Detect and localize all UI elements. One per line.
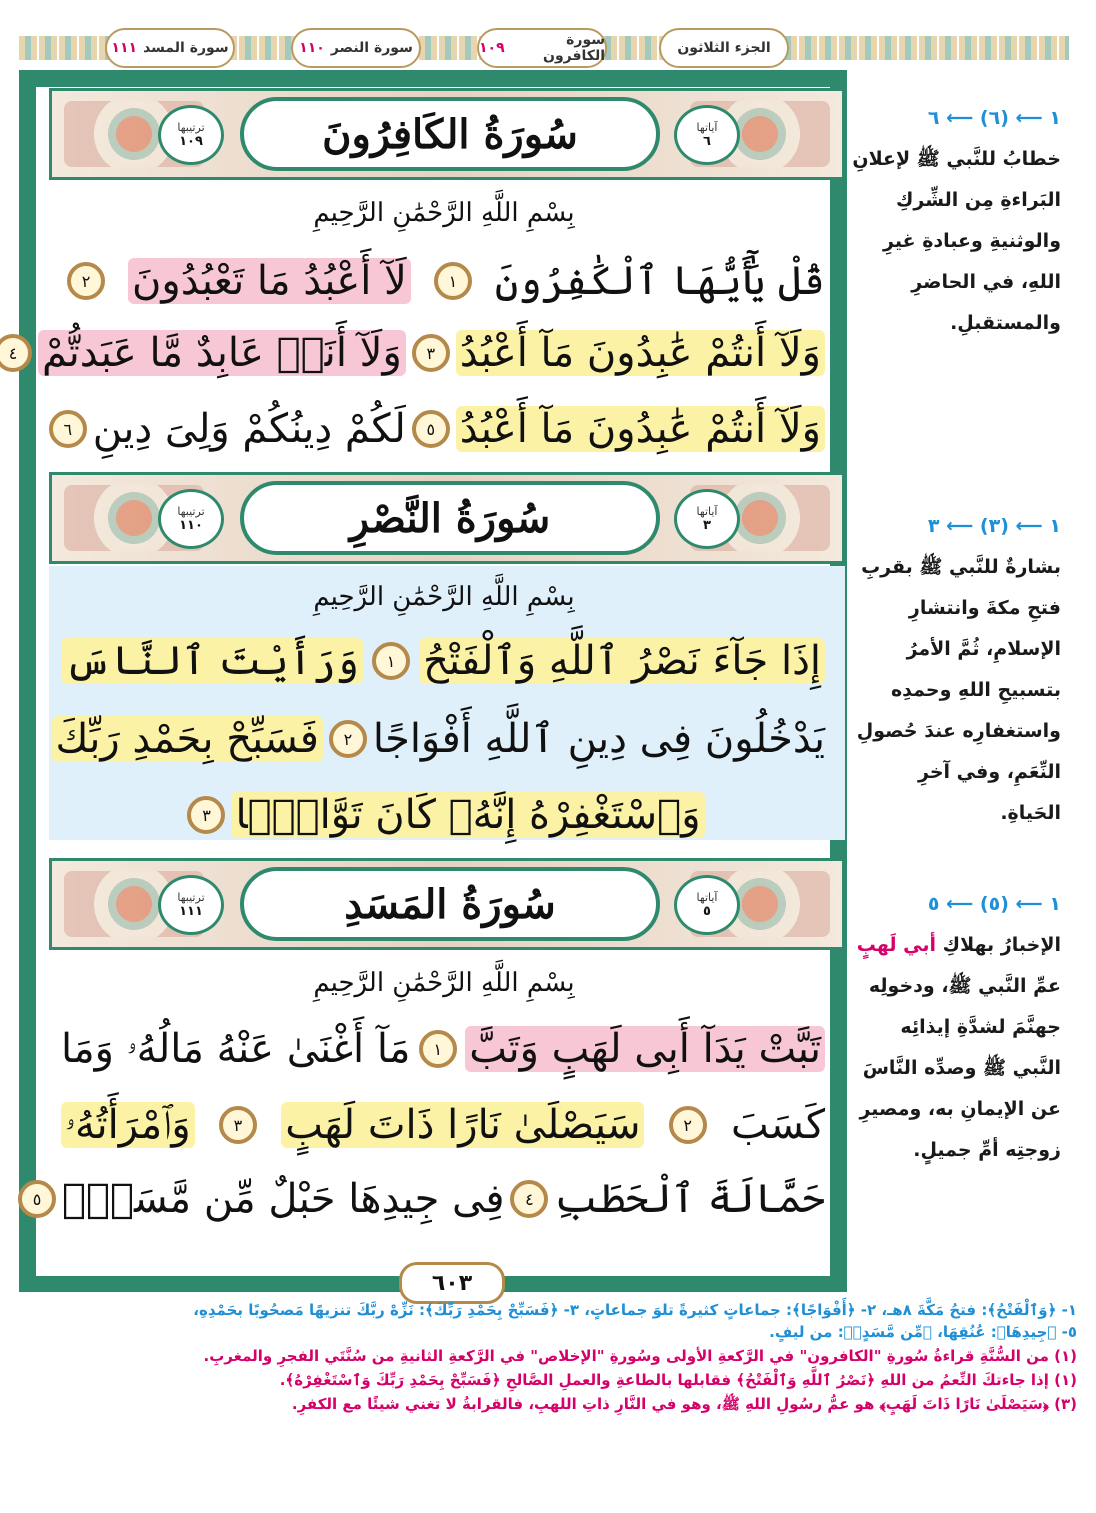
ayah-text: لَآ أَعْبُدُ مَا تَعْبُدُونَ [129,258,412,304]
ayah-text: وَٱسْتَغْفِرْهُ إِنَّهُۥ كَانَ تَوَّابًۢا [232,792,705,838]
ayah-number-marker: ٢ [670,1106,708,1144]
sidebar-note-nasr [852,506,1062,834]
ayah-text: لَكُمْ دِينُكُمْ وَلِىَ دِينِ [93,406,407,452]
ayah-range: ١ ⟵ (٣) ⟵ ٣ [928,515,1062,537]
basmala: بِسْمِ اللَّهِ الرَّحْمَٰنِ الرَّحِيمِ [314,582,576,612]
ayah-text: مَآ أَغْنَىٰ عَنْهُ مَالُهُۥ وَمَا [62,1026,412,1072]
header-surah-111: سورة المسد ١١١ [106,28,236,68]
ayah-number-marker: ٢ [68,262,106,300]
page-number: ٦٠٣ [400,1262,506,1304]
ayat-count-medal: آياتها ٦ [675,105,741,165]
ayah-number-marker: ٤ [511,1180,549,1218]
surah-banner-masad [50,858,846,950]
ayah-line [62,784,826,846]
surah-title: سُورَةُ المَسَدِ [345,880,557,928]
rank-medal: ترتيبها ١٠٩ [159,105,225,165]
footnote-note-2: (١) إذا جاءتكَ النِّعمُ من اللهِ ﴿نَصْرُ ٱللَّهِ وَٱلْفَتْحُ﴾ فقابلها بالطاعةِ والعملِ الصَّالحِ ﴿فَسَبِّحْ بِحَمْدِ رَبِّكَ وَٱسْتَغْفِرْهُ﴾. [280,1371,1078,1389]
ayah-line [62,250,826,312]
ayah-number-marker: ٥ [19,1180,57,1218]
footnote-note-3: (٣) ﴿سَيَصْلَىٰ نَارًا ذَاتَ لَهَبٍ﴾ هو عمُّ رسُولِ اللهِ ﷺ، وهو في النَّارِ ذاتِ اللهبِ، فالقرابةُ لا تغني شيئًا مع الكفرِ. [292,1395,1078,1413]
sidebar-note-kafirun [852,98,1062,344]
ayah-number-marker: ٢ [330,720,368,758]
ayah-number-marker: ٦ [50,410,88,448]
ayah-number-marker: ١ [420,1030,458,1068]
sidebar-note-text: خطابُ للنَّبي ﷺ لإعلانِ البَراءةِ مِن الشِّركِ والوثنيةِ وعبادةِ غيرِ اللهِ، في الحاضرِ والمستقبلِ. [853,148,1062,334]
ayah-text: وَلَآ أَنتُمْ عَٰبِدُونَ مَآ أَعْبُدُ [457,330,826,376]
surah-title: سُورَةُ النَّصْرِ [350,494,552,542]
ayah-text: تَبَّتْ يَدَآ أَبِى لَهَبٍ وَتَبَّ [466,1026,826,1072]
footnote-vocab-1: ١- ﴿وَٱلْفَتْحُ﴾: فتحُ مَكَّةَ ٨هـ، ٢- ﴿أَفْوَاجًا﴾: جماعاتٍ كثيرةً تلوَ جماعاتٍ، ٣- ﴿فَسَبِّحْ بِحَمْدِ رَبِّكَ﴾: نَزِّهْ ربَّكَ تنزيهًا مَصحُوبًا بحَمْدِهِ، [194,1301,1078,1319]
sidebar-note-masad [852,884,1062,1171]
ayah-text: يَدْخُلُونَ فِى دِينِ ٱللَّهِ أَفْوَاجًا [373,716,826,762]
ayah-number-marker: ٣ [188,796,226,834]
sidebar-highlight: أبي لَهبٍ [857,934,938,956]
ayah-number-marker: ٥ [413,410,451,448]
surah-title-plaque [241,481,661,555]
ayah-text: قُلْ يَٰٓأَيُّهَا ٱلْكَٰفِرُونَ [495,258,826,304]
ayah-line [62,1018,826,1080]
rank-medal: ترتيبها ١١٠ [159,489,225,549]
basmala: بِسْمِ اللَّهِ الرَّحْمَٰنِ الرَّحِيمِ [314,968,576,998]
ayah-text: كَسَبَ [731,1102,826,1148]
ayah-text: حَمَّالَةَ ٱلْحَطَبِ [555,1176,826,1222]
ayah-text: فِى جِيدِهَا حَبْلٌ مِّن مَّسَدٍۭ [62,1176,506,1222]
ayah-line [9,322,826,384]
ayah-number-marker: ١ [435,262,473,300]
ayat-count-medal: آياتها ٥ [675,875,741,935]
ayah-line [62,630,826,692]
ayah-line [33,1168,826,1230]
ayah-text: وَٱمْرَأَتُهُۥ [62,1102,196,1148]
ayah-line [62,398,826,460]
ayah-text: فَسَبِّحْ بِحَمْدِ رَبِّكَ [53,716,324,762]
ayat-count-medal: آياتها ٣ [675,489,741,549]
surah-title-plaque [241,97,661,171]
ayah-line [62,1094,826,1156]
footnote-note-1: (١) من السُّنَّةِ قراءةُ سُورةِ "الكافرون" في الرَّكعةِ الأولى وسُورةِ "الإخلاص" في الرَّكعةِ الثانيةِ من سُنَّتَي الفجرِ والمغربِ. [204,1347,1078,1365]
header-surah-109: سورة الكافرون ١٠٩ [478,28,608,68]
sidebar-note-text: بشارةٌ للنَّبي ﷺ بقربِ فتحِ مكةَ وانتشارِ الإسلامِ، ثُمَّ الأمرُ بتسبيحِ اللهِ وحمدِه واستغفارِه عندَ حُصولِ النِّعَمِ، وفي آخرِ الحَياةِ. [857,556,1062,824]
ayah-text: وَرَأَيْتَ ٱلنَّاسَ [62,638,364,684]
surah-title: سُورَةُ الكَافِرُونَ [323,110,579,158]
header-juz-label: الجزء الثلاثون [660,28,790,68]
ayah-number-marker: ٣ [413,334,451,372]
header-surah-110: سورة النصر ١١٠ [292,28,422,68]
ayah-text: سَيَصْلَىٰ نَارًا ذَاتَ لَهَبٍ [282,1102,645,1148]
ayah-number-marker: ٣ [220,1106,258,1144]
ayah-range: ١ ⟵ (٥) ⟵ ٥ [928,893,1062,915]
ayah-number-marker: ٤ [0,334,33,372]
ayah-text: وَلَآ أَنَا۠ عَابِدٌ مَّا عَبَدتُّمْ [39,330,407,376]
ayah-text: وَلَآ أَنتُمْ عَٰبِدُونَ مَآ أَعْبُدُ [457,406,826,452]
ayah-range: ١ ⟵ (٦) ⟵ ٦ [928,107,1062,129]
basmala: بِسْمِ اللَّهِ الرَّحْمَٰنِ الرَّحِيمِ [314,198,576,228]
footnote-vocab-2: ٥- ﴿جِيدِهَا﴾: عُنُقِهَا، ﴿مِّن مَّسَدٍۭ﴾: من ليفٍ. [770,1323,1078,1341]
surah-title-plaque [241,867,661,941]
ayah-line [56,708,826,770]
surah-banner-nasr [50,472,846,564]
surah-banner-kafirun [50,88,846,180]
ayah-text: إِذَا جَآءَ نَصْرُ ٱللَّهِ وَٱلْفَتْحُ [420,638,826,684]
sidebar-note-text: الإخبارُ بهلاكِ أبي لَهبٍ عمِّ النَّبي ﷺ، ودخولِه جهنَّمَ لشدَّةِ إيذائِه النَّبي ﷺ وصدِّه النَّاسَ عن الإيمانِ به، ومصيرِ زوجتِه أمِّ جميلٍ. [857,934,1062,1161]
rank-medal: ترتيبها ١١١ [159,875,225,935]
ayah-number-marker: ١ [373,642,411,680]
